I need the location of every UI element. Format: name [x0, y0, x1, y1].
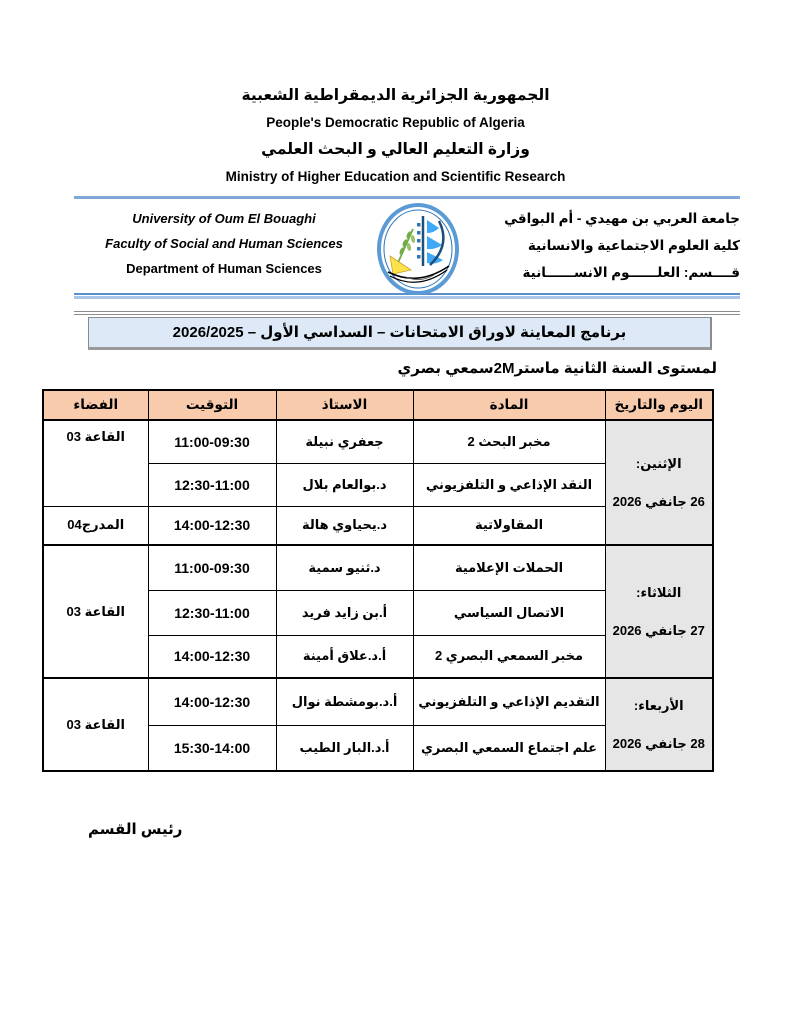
republic-title-en: People's Democratic Republic of Algeria	[266, 115, 525, 130]
faculty-name-ar: كلية العلوم الاجتماعية والانسانية	[527, 238, 740, 253]
republic-title-ar: الجمهورية الجزائرية الديمقراطية الشعبية	[241, 87, 550, 104]
day-date: 27 جانفي 2026	[612, 622, 705, 638]
faculty-name-en: Faculty of Social and Human Sciences	[105, 236, 343, 251]
teacher-cell: أ.د.علاق أمينة	[276, 635, 413, 678]
table-row	[43, 678, 713, 725]
room-cell: القاعة 03	[43, 420, 148, 506]
col-header-room: الفضاء	[43, 390, 148, 420]
exam-schedule-table	[42, 389, 714, 772]
university-name-ar: جامعة العربي بن مهيدي - أم البواقي	[504, 211, 740, 226]
org-english-block	[74, 203, 374, 286]
university-seal-icon	[376, 203, 460, 293]
teacher-cell: أ.د.بومشطة نوال	[276, 678, 413, 725]
subject-cell: مخبر البحث 2	[413, 420, 605, 463]
day-cell-tuesday	[605, 545, 713, 678]
subject-cell: الاتصال السياسي	[413, 590, 605, 635]
national-header	[0, 0, 791, 184]
time-cell: 14:00-12:30	[148, 635, 276, 678]
subject-cell: التقديم الإذاعي و التلفزيوني	[413, 678, 605, 725]
col-header-teacher: الاستاذ	[276, 390, 413, 420]
teacher-cell: أ.د.البار الطيب	[276, 725, 413, 771]
time-cell: 14:00-12:30	[148, 506, 276, 545]
day-name: الإثنين:	[635, 455, 682, 471]
table-row	[43, 545, 713, 590]
time-cell: 12:30-11:00	[148, 463, 276, 506]
program-title-bar: برنامج المعاينة لاوراق الامتحانات – السداسي الأول – 2026/2025	[88, 317, 712, 350]
day-cell-monday	[605, 420, 713, 545]
col-header-subject: المادة	[413, 390, 605, 420]
time-cell: 12:30-11:00	[148, 590, 276, 635]
ministry-title-en: Ministry of Higher Education and Scientific Research	[225, 169, 566, 184]
subject-cell: النقد الإذاعي و التلفزيوني	[413, 463, 605, 506]
time-cell: 15:30-14:00	[148, 725, 276, 771]
gray-double-rule	[74, 311, 740, 315]
top-blue-rule	[74, 196, 740, 199]
room-cell: القاعة 03	[43, 545, 148, 678]
department-name-ar: قــــسم: العلــــــوم الانســــــانية	[522, 265, 740, 280]
subject-cell: الحملات الإعلامية	[413, 545, 605, 590]
time-cell: 11:00-09:30	[148, 545, 276, 590]
department-name-en: Department of Human Sciences	[126, 261, 322, 276]
department-head-signature: رئيس القسم	[88, 821, 183, 838]
day-name: الثلاثاء:	[636, 584, 682, 600]
table-header-row	[43, 390, 713, 420]
ministry-title-ar: وزارة التعليم العالي و البحث العلمي	[261, 141, 530, 158]
teacher-cell: جعفري نبيلة	[276, 420, 413, 463]
day-date: 28 جانفي 2026	[612, 735, 705, 751]
teacher-cell: د.ثنيو سمية	[276, 545, 413, 590]
university-name-en: University of Oum El Bouaghi	[132, 211, 316, 226]
time-cell: 14:00-12:30	[148, 678, 276, 725]
day-date: 26 جانفي 2026	[612, 493, 705, 509]
teacher-cell: د.بوالعام بلال	[276, 463, 413, 506]
room-cell: القاعة 03	[43, 678, 148, 771]
day-name: الأربعاء:	[633, 697, 684, 713]
org-arabic-block	[462, 203, 740, 292]
subject-cell: علم اجتماع السمعي البصري	[413, 725, 605, 771]
level-subtitle: لمستوى السنة الثانية ماستر2Mسمعي بصري	[397, 360, 717, 377]
teacher-cell: د.يحياوي هالة	[276, 506, 413, 545]
subject-cell: المقاولاتية	[413, 506, 605, 545]
subject-cell: مخبر السمعي البصري 2	[413, 635, 605, 678]
col-header-day-date: اليوم والتاريخ	[605, 390, 713, 420]
table-row	[43, 420, 713, 463]
time-cell: 11:00-09:30	[148, 420, 276, 463]
organisation-row	[74, 203, 740, 293]
teacher-cell: أ.بن زايد فريد	[276, 590, 413, 635]
col-header-time: التوقيت	[148, 390, 276, 420]
room-cell: المدرج04	[43, 506, 148, 545]
day-cell-wednesday	[605, 678, 713, 771]
